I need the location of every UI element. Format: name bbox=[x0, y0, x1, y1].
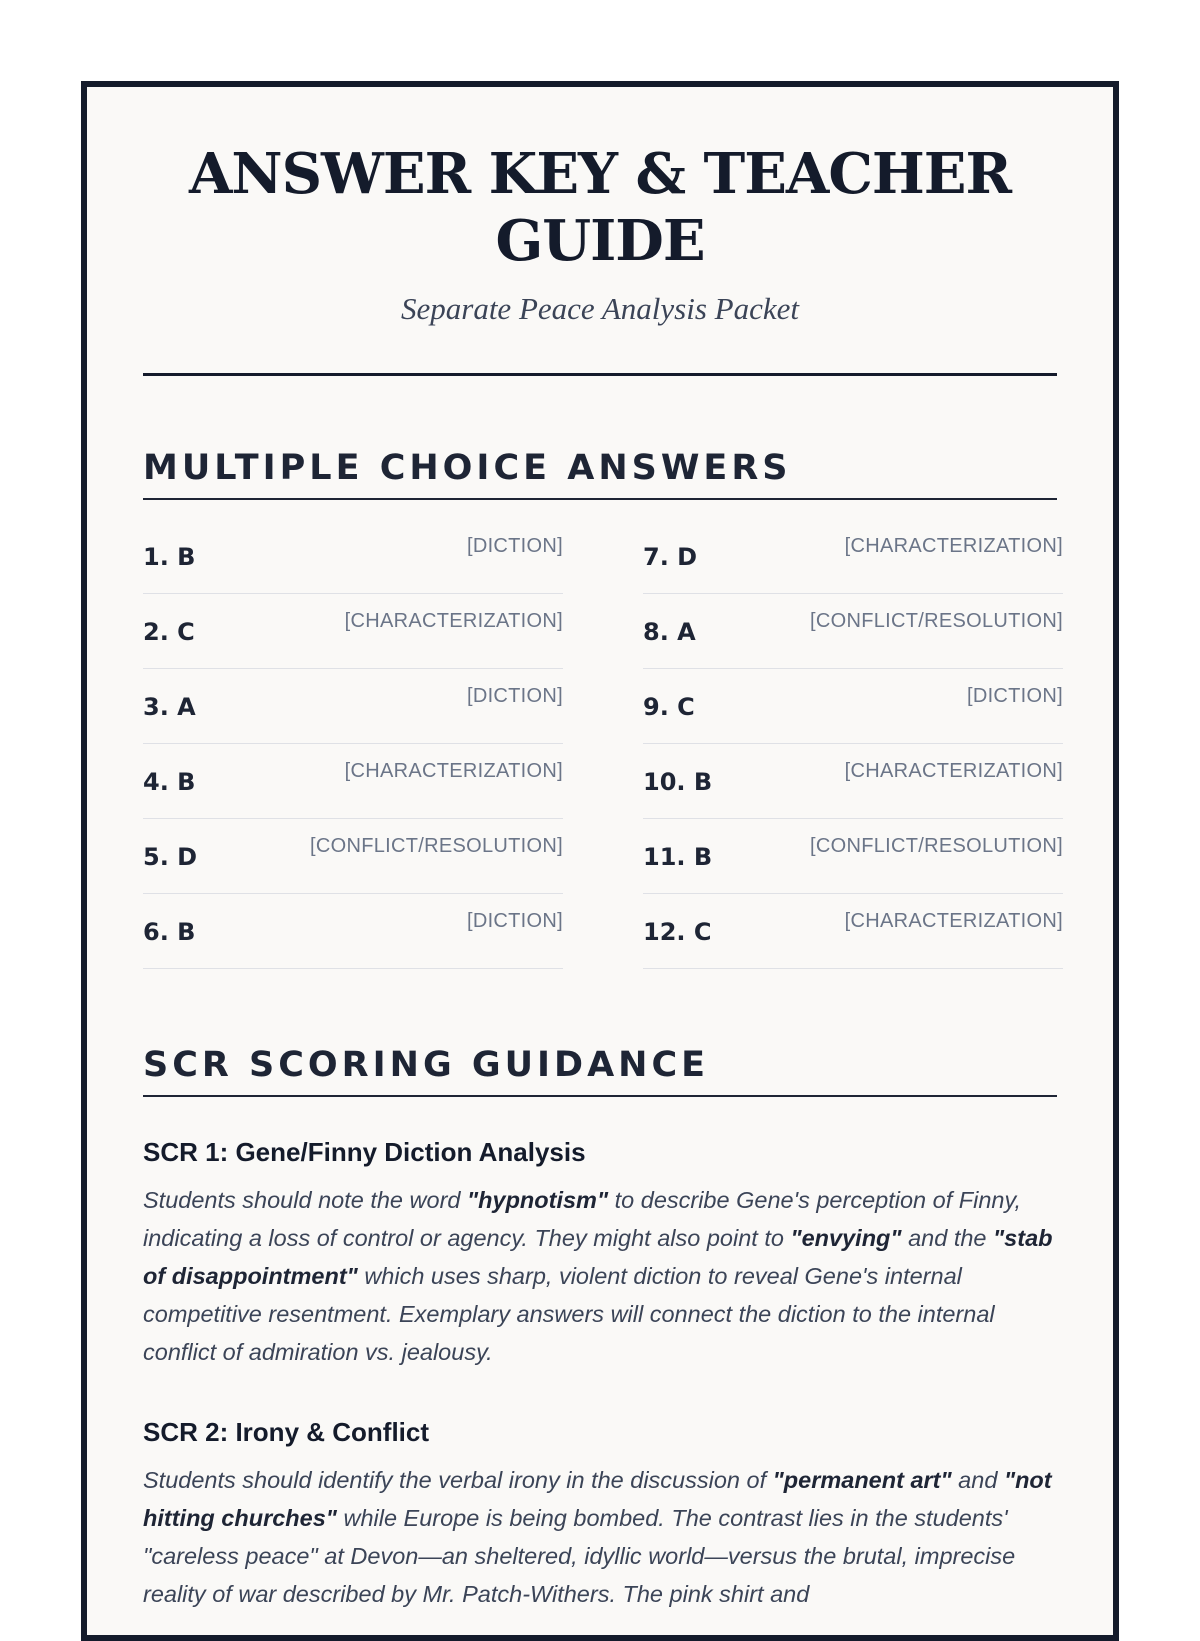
mc-skill-tag: [CONFLICT/RESOLUTION] bbox=[810, 610, 1063, 632]
mc-answer-item bbox=[143, 594, 563, 669]
mc-answer: 4. B bbox=[143, 768, 196, 796]
mc-answer-item bbox=[143, 819, 563, 894]
mc-skill-tag: [CHARACTERIZATION] bbox=[344, 760, 563, 782]
scr-item-body bbox=[143, 1181, 1057, 1371]
mc-answer: 2. C bbox=[143, 618, 195, 646]
mc-answer: 10. B bbox=[643, 768, 713, 796]
mc-answer: 3. A bbox=[143, 693, 196, 721]
mc-answer: 8. A bbox=[643, 618, 696, 646]
emphasized-quote: "permanent art" bbox=[772, 1467, 952, 1493]
body-text: Students should identify the verbal irony in the discussion of bbox=[143, 1467, 773, 1493]
scr-item-2 bbox=[143, 1415, 1057, 1613]
body-text: and bbox=[951, 1467, 1004, 1493]
emphasized-quote: "stab of disappointment" bbox=[143, 1225, 1053, 1289]
mc-skill-tag: [CHARACTERIZATION] bbox=[844, 910, 1063, 932]
mc-answer-item bbox=[643, 594, 1063, 669]
mc-answer-grid bbox=[143, 519, 1063, 969]
mc-skill-tag: [DICTION] bbox=[966, 685, 1063, 707]
title-divider bbox=[143, 373, 1057, 376]
mc-answer-item bbox=[643, 894, 1063, 969]
mc-answer-item bbox=[143, 519, 563, 594]
mc-skill-tag: [CHARACTERIZATION] bbox=[344, 610, 563, 632]
body-text: Students should note the word bbox=[143, 1187, 467, 1213]
mc-answer-item bbox=[143, 744, 563, 819]
scr-section-heading: SCR SCORING GUIDANCE bbox=[143, 1043, 1057, 1097]
mc-answer: 9. C bbox=[643, 693, 695, 721]
body-text: and the bbox=[901, 1225, 994, 1251]
mc-answer: 7. D bbox=[643, 543, 698, 571]
mc-answer-item bbox=[643, 744, 1063, 819]
page-title: ANSWER KEY & TEACHER GUIDE bbox=[188, 141, 1012, 274]
scr-item-1 bbox=[143, 1135, 1057, 1371]
mc-answer: 1. B bbox=[143, 543, 196, 571]
mc-answer-item bbox=[143, 669, 563, 744]
body-text: while Europe is being bombed. The contrast lies in the students' "careless peace" at Devon—an sheltered, idyllic world—versus the brutal, imprecise reality of war described by Mr. Patch-Withers. The pink shirt and bbox=[143, 1505, 1016, 1607]
mc-answer-item bbox=[643, 819, 1063, 894]
mc-right-column bbox=[643, 519, 1063, 969]
mc-skill-tag: [DICTION] bbox=[466, 685, 563, 707]
mc-answer: 11. B bbox=[643, 843, 713, 871]
scr-item-title: SCR 2: Irony & Conflict bbox=[143, 1417, 430, 1447]
mc-skill-tag: [DICTION] bbox=[466, 535, 563, 557]
emphasized-quote: "hypnotism" bbox=[467, 1187, 609, 1213]
mc-answer-item bbox=[143, 894, 563, 969]
mc-skill-tag: [DICTION] bbox=[466, 910, 563, 932]
mc-skill-tag: [CONFLICT/RESOLUTION] bbox=[310, 835, 563, 857]
mc-skill-tag: [CHARACTERIZATION] bbox=[844, 760, 1063, 782]
mc-answer: 5. D bbox=[143, 843, 198, 871]
page-subtitle: Separate Peace Analysis Packet bbox=[401, 291, 799, 326]
scr-item-title: SCR 1: Gene/Finny Diction Analysis bbox=[143, 1137, 586, 1167]
answer-key-page bbox=[81, 81, 1119, 1641]
mc-answer-item bbox=[643, 519, 1063, 594]
emphasized-quote: "envying" bbox=[790, 1225, 902, 1251]
scr-item-body bbox=[143, 1461, 1057, 1613]
mc-skill-tag: [CHARACTERIZATION] bbox=[844, 535, 1063, 557]
mc-answer: 12. C bbox=[643, 918, 712, 946]
mc-answer: 6. B bbox=[143, 918, 196, 946]
mc-answer-item bbox=[643, 669, 1063, 744]
emphasized-quote: "not hitting churches" bbox=[143, 1467, 1052, 1531]
mc-skill-tag: [CONFLICT/RESOLUTION] bbox=[810, 835, 1063, 857]
body-text: which uses sharp, violent diction to reveal Gene's internal competitive resentment. Exemplary answers will connect the diction to the internal conflict of admiration vs. jealousy. bbox=[143, 1263, 995, 1365]
body-text: to describe Gene's perception of Finny, indicating a loss of control or agency. They might also point to bbox=[143, 1187, 1022, 1251]
mc-section-heading: MULTIPLE CHOICE ANSWERS bbox=[143, 446, 1057, 500]
mc-left-column bbox=[143, 519, 563, 969]
